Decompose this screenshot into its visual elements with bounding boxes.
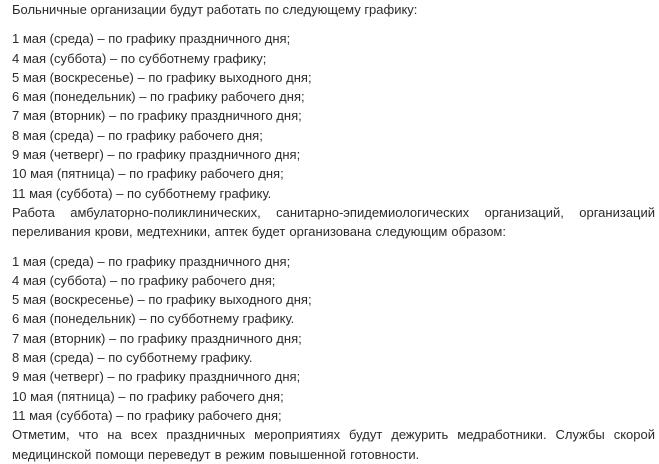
- list-item: 1 мая (среда) – по графику праздничного дня;: [12, 253, 291, 269]
- list-item: 6 мая (понедельник) – по субботнему графику.: [12, 311, 295, 327]
- list-item: 6 мая (понедельник) – по графику рабочего дня;: [12, 89, 305, 105]
- outpatient-schedule-list: [12, 252, 655, 426]
- list-item: 5 мая (воскресенье) – по графику выходного дня;: [12, 69, 312, 85]
- list-item: 10 мая (пятница) – по графику рабочего дня;: [12, 388, 284, 404]
- list-item: 4 мая (суббота) – по графику рабочего дня;: [12, 272, 276, 288]
- list-item: 4 мая (суббота) – по субботнему графику;: [12, 50, 267, 66]
- list-item: 9 мая (четверг) – по графику праздничного дня;: [12, 147, 301, 163]
- hospital-intro: Больничные организации будут работать по следующему графику:: [12, 2, 418, 17]
- list-item: 7 мая (вторник) – по графику праздничного дня;: [12, 108, 302, 124]
- list-item: 5 мая (воскресенье) – по графику выходного дня;: [12, 292, 312, 308]
- list-item: 7 мая (вторник) – по графику праздничного дня;: [12, 330, 302, 346]
- list-item: 1 мая (среда) – по графику праздничного дня;: [12, 31, 291, 47]
- spacer: [12, 242, 655, 252]
- list-item: 9 мая (четверг) – по графику праздничного дня;: [12, 369, 301, 385]
- outpatient-intro: Работа амбулаторно-поликлинических, санитарно-эпидемиологических организаций, организаций переливания крови, медтехники, аптек будет организована следующим образом:: [12, 204, 655, 240]
- article-body: [12, 0, 655, 464]
- spacer: [12, 19, 655, 29]
- list-item: 8 мая (среда) – по субботнему графику.: [12, 350, 253, 366]
- closing-paragraph: Отметим, что на всех праздничных мероприятиях будут дежурить медработники. Службы скорой медицинской помощи переведут в режим повышенной готовности.: [12, 427, 655, 462]
- list-item: 11 мая (суббота) – по графику рабочего дня;: [12, 407, 282, 423]
- list-item: 8 мая (среда) – по графику рабочего дня;: [12, 127, 263, 143]
- list-item: 10 мая (пятница) – по графику рабочего дня;: [12, 166, 284, 182]
- hospital-schedule-list: [12, 29, 655, 203]
- list-item: 11 мая (суббота) – по субботнему графику.: [12, 185, 272, 201]
